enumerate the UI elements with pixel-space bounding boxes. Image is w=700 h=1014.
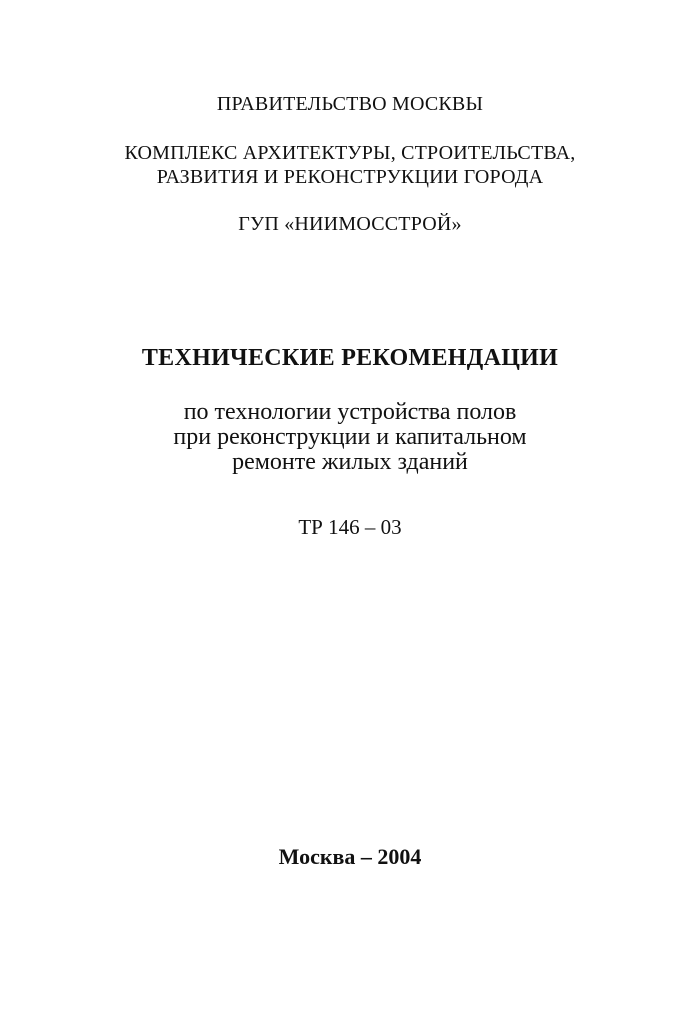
subtitle-line2: при реконструкции и капитальном [173, 424, 527, 450]
government-name: ПРАВИТЕЛЬСТВО МОСКВЫ [216, 93, 484, 115]
complex-name-line2: РАЗВИТИЯ И РЕКОНСТРУКЦИИ ГОРОДА [156, 166, 544, 188]
organization-name: ГУП «НИИМОССТРОЙ» [238, 213, 462, 235]
complex-name-line1: КОМПЛЕКС АРХИТЕКТУРЫ, СТРОИТЕЛЬСТВА, [124, 142, 576, 164]
subtitle-line3: ремонте жилых зданий [232, 449, 468, 475]
document-title: ТЕХНИЧЕСКИЕ РЕКОМЕНДАЦИИ [141, 345, 559, 371]
document-code: ТР 146 – 03 [298, 515, 402, 539]
city-year: Москва – 2004 [278, 844, 422, 869]
subtitle-line1: по технологии устройства полов [183, 399, 517, 425]
